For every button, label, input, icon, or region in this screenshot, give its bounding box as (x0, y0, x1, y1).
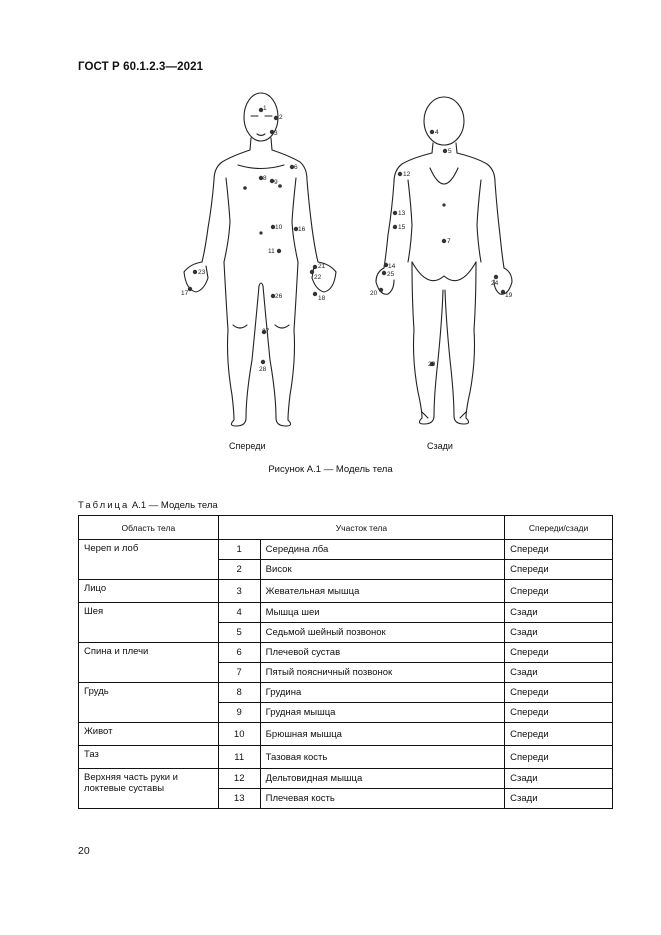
cell-area: Грудная мышца (260, 703, 504, 723)
marker-label-8: 8 (263, 175, 267, 182)
marker-24 (494, 275, 498, 279)
marker-label-9: 9 (274, 179, 278, 186)
marker-15 (393, 225, 397, 229)
marker-label-25: 25 (387, 271, 395, 278)
cell-number: 2 (218, 560, 260, 580)
cell-area: Пятый поясничный позвонок (260, 663, 504, 683)
back-markers (370, 129, 513, 368)
cell-number: 7 (218, 663, 260, 683)
cell-side: Спереди (505, 703, 613, 723)
cell-number: 6 (218, 643, 260, 663)
table-row (79, 683, 613, 703)
cell-number: 12 (218, 769, 260, 789)
header-side: Спереди/сзади (505, 516, 613, 540)
table-row (79, 603, 613, 623)
table-row (79, 769, 613, 789)
marker-28 (261, 360, 265, 364)
cell-area: Висок (260, 560, 504, 580)
cell-area: Плечевой сустав (260, 643, 504, 663)
marker-label-28: 28 (259, 366, 267, 373)
table-row (79, 723, 613, 746)
cell-side: Спереди (505, 723, 613, 746)
body-model-table (78, 515, 613, 809)
front-view-label: Спереди (229, 441, 266, 451)
front-body-outline (184, 93, 336, 426)
table-row (79, 580, 613, 603)
cell-number: 5 (218, 623, 260, 643)
marker-18 (313, 292, 317, 296)
marker-label-18: 18 (318, 295, 326, 302)
cell-number: 11 (218, 746, 260, 769)
marker-13 (393, 211, 397, 215)
cell-number: 4 (218, 603, 260, 623)
cell-region: Шея (79, 603, 219, 643)
marker-label-11: 11 (268, 248, 275, 255)
cell-area: Тазовая кость (260, 746, 504, 769)
marker-label-24: 24 (491, 280, 499, 287)
cell-side: Спереди (505, 560, 613, 580)
cell-region: Лицо (79, 580, 219, 603)
table-caption (78, 500, 218, 511)
cell-area: Дельтовидная мышца (260, 769, 504, 789)
table-header-row (79, 516, 613, 540)
marker-label-20: 20 (370, 290, 378, 297)
cell-region: Грудь (79, 683, 219, 723)
marker-23 (193, 270, 197, 274)
marker-label-14: 14 (388, 263, 396, 270)
cell-area: Седьмой шейный позвонок (260, 623, 504, 643)
marker-label-19: 19 (505, 292, 513, 299)
marker-12 (398, 172, 402, 176)
cell-area: Середина лба (260, 540, 504, 560)
cell-side: Сзади (505, 623, 613, 643)
body-model-figure (0, 0, 661, 460)
marker-label-27: 27 (262, 328, 270, 335)
marker-label-3: 3 (274, 130, 278, 137)
table-caption-prefix: Таблица (78, 500, 130, 511)
table-body (79, 540, 613, 809)
front-markers (181, 105, 326, 373)
cell-area: Брюшная мышца (260, 723, 504, 746)
marker-20 (379, 288, 383, 292)
marker-label-21: 21 (318, 263, 326, 270)
cell-number: 10 (218, 723, 260, 746)
cell-region: Череп и лоб (79, 540, 219, 580)
document-header: ГОСТ Р 60.1.2.3—2021 (78, 61, 204, 73)
marker-label-26: 26 (275, 293, 283, 300)
marker-label-1: 1 (263, 105, 267, 112)
marker-7 (442, 239, 446, 243)
cell-side: Сзади (505, 789, 613, 809)
cell-side: Сзади (505, 603, 613, 623)
marker-25 (382, 271, 386, 275)
marker-label-16: 16 (298, 226, 306, 233)
cell-region: Верхняя часть руки и локтевые суставы (79, 769, 219, 809)
cell-area: Плечевая кость (260, 789, 504, 809)
marker-label-13: 13 (398, 210, 406, 217)
marker-label-2: 2 (279, 114, 283, 121)
cell-side: Сзади (505, 769, 613, 789)
cell-number: 9 (218, 703, 260, 723)
cell-side: Спереди (505, 643, 613, 663)
marker-label-22: 22 (314, 274, 322, 281)
marker-label-17: 17 (181, 290, 189, 297)
marker-label-23: 23 (198, 269, 206, 276)
marker-11 (277, 249, 281, 253)
cell-side: Спереди (505, 580, 613, 603)
page-number: 20 (78, 845, 90, 857)
marker-5 (443, 149, 447, 153)
cell-number: 3 (218, 580, 260, 603)
marker-label-15: 15 (398, 224, 406, 231)
marker-label-4: 4 (435, 129, 439, 136)
cell-area: Грудина (260, 683, 504, 703)
cell-side: Спереди (505, 683, 613, 703)
table-row (79, 643, 613, 663)
cell-side: Спереди (505, 540, 613, 560)
cell-side: Спереди (505, 746, 613, 769)
table-caption-text: А.1 — Модель тела (131, 500, 218, 511)
cell-number: 1 (218, 540, 260, 560)
cell-number: 13 (218, 789, 260, 809)
marker-label-5: 5 (448, 148, 452, 155)
cell-region: Спина и плечи (79, 643, 219, 683)
marker-label-12: 12 (403, 171, 411, 178)
marker-label-6: 6 (294, 164, 298, 171)
cell-side: Сзади (505, 663, 613, 683)
header-area: Участок тела (218, 516, 504, 540)
marker-2 (274, 116, 278, 120)
marker-17 (188, 287, 192, 291)
cell-region: Живот (79, 723, 219, 746)
figure-caption: Рисунок А.1 — Модель тела (268, 464, 393, 475)
back-view-label: Сзади (427, 441, 453, 451)
marker-4 (430, 130, 434, 134)
marker-label-29: 29 (428, 361, 436, 368)
marker-21 (313, 265, 317, 269)
cell-area: Жевательная мышца (260, 580, 504, 603)
cell-area: Мышца шеи (260, 603, 504, 623)
table-row (79, 746, 613, 769)
header-region: Область тела (79, 516, 219, 540)
cell-number: 8 (218, 683, 260, 703)
back-body-outline (376, 97, 512, 424)
cell-region: Таз (79, 746, 219, 769)
table-row (79, 540, 613, 560)
marker-label-10: 10 (275, 224, 283, 231)
marker-label-7: 7 (447, 238, 451, 245)
body-model-drawing (0, 0, 661, 460)
